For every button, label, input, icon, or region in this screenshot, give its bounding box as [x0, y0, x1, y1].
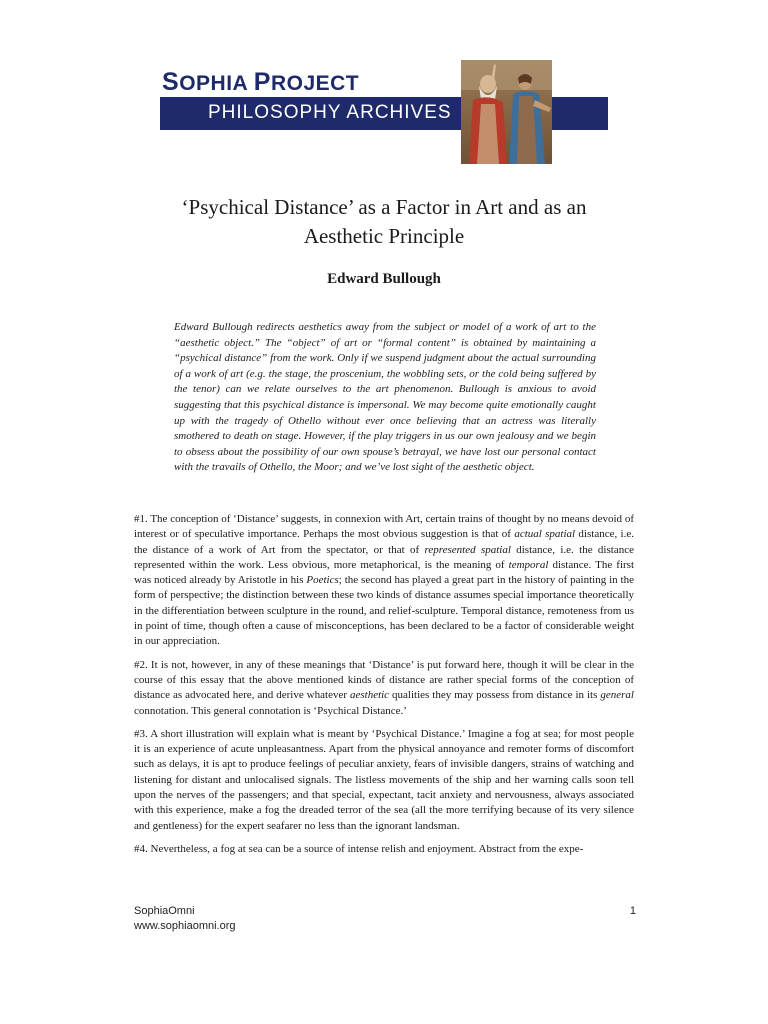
- paragraph-2-italic-1: aesthetic: [349, 689, 390, 702]
- paragraph-1-italic-1: actual spatial: [514, 528, 576, 541]
- paragraph-2-italic-2: general: [600, 689, 634, 702]
- sophia-project-logo: [162, 68, 359, 97]
- article-abstract: Edward Bullough redirects aesthetics away from the subject or model of a work of art to the “aesthetic object.” The “object” of art or “formal content” is obtained by maintaining a “psychical distance” from the work. Only if we suspend judgment about the actual surrounding of a work of art (e.g. the stage, the proscenium, the wobbling sets, or the cold being suffered by the tenor) can we relate ourselves to the art phenomenon. Bullough is anxious to avoid suggesting that this psychical distance is impersonal. We may become quite emotionally caught up with the tragedy of Othello without ever once believing that an actress was literally smothered to death on stage. However, if the play triggers in us our own jealousy and we begin to obsess about the possibility of our own spouse’s betrayal, we have lost our personal contact with the travails of Othello, the Moor; and we’ve lost sight of the aesthetic object.: [174, 321, 596, 474]
- paragraph-1-text-5: ; the second has played a great part in the history of painting in the form of perspective; the distinction between these two kinds of distance assumes special importance theoretically in the differentiation between sculpture in the round, and relief-sculpture. Temporal distance, remoteness from us in point of time, though often a cause of misconceptions, has been declared to be a factor of considerable weight in our appreciation.: [134, 574, 634, 648]
- article-body: [134, 512, 634, 857]
- logo-word-roject: ROJECT: [270, 72, 360, 95]
- logo-word-ophia: OPHIA: [179, 72, 248, 95]
- school-of-athens-painting-icon: [461, 60, 552, 164]
- article-title: [100, 193, 668, 251]
- footer-site-name: SophiaOmni: [134, 905, 195, 917]
- page-footer: [134, 904, 636, 934]
- paragraph-2-text-2: qualities they may possess from distance in its: [389, 689, 601, 702]
- paragraph-1-italic-4: Poetics: [306, 574, 339, 587]
- paragraph-1-text-2: distance, i.e. the distance of a work of Art from the spectator, or that of: [134, 528, 634, 556]
- paragraph-3: #3. A short illustration will explain what is meant by ‘Psychical Distance.’ Imagine a fog at sea; for most people it is an experience of acute unpleasantness. Apart from the physical annoyance and remoter forms of discomfort such as delays, it is apt to produce feelings of peculiar anxiety, fears of invisible dangers, strains of watching and listening for distant and unlocalised signals. The listless movements of the ship and her warning calls soon tell upon the nerves of the passengers; and that special, expectant, tacit anxiety and nervousness, always associated with this experience, make a fog the dreaded terror of the sea (all the more terrifying because of its very silence and gentleness) for the expert seafarer no less than the ignorant landsman.: [134, 727, 634, 832]
- article-title-line-1: ‘Psychical Distance’ as a Factor in Art and as an: [181, 195, 587, 219]
- logo-letter-p: P: [253, 68, 271, 96]
- article-author: Edward Bullough: [327, 271, 441, 287]
- paragraph-1-text-1: #1. The conception of ‘Distance’ suggests, in connexion with Art, certain trains of thought by no means devoid of interest or of speculative importance. Perhaps the most obvious suggestion is that of: [134, 513, 634, 541]
- paragraph-1-text-3: distance, i.e. the distance represented within the work. Less obvious, more metaphorical, is the meaning of: [134, 543, 634, 571]
- paragraph-4: #4. Nevertheless, a fog at sea can be a source of intense relish and enjoyment. Abstract from the expe-: [134, 842, 584, 855]
- paragraph-2-text-1: #2. It is not, however, in any of these meanings that ‘Distance’ is put forward here, though it will be clear in the course of this essay that the above mentioned kinds of distance are rather special forms of the conception of distance as advocated here, and derive whatever: [134, 658, 634, 702]
- paragraph-1-italic-3: temporal: [508, 558, 549, 571]
- paragraph-1-text-4: distance. The first was noticed already by Aristotle in his: [134, 558, 634, 587]
- article-title-line-2: Aesthetic Principle: [303, 224, 465, 248]
- philosophy-archives-label: PHILOSOPHY ARCHIVES: [208, 102, 452, 123]
- logo-letter-s: S: [162, 68, 180, 96]
- paragraph-2: [134, 658, 634, 719]
- page-number: 1: [629, 905, 636, 917]
- paragraph-2-text-3: connotation. This general connotation is ‘Psychical Distance.’: [134, 704, 407, 717]
- header-banner: [0, 0, 768, 170]
- paragraph-1-italic-2: represented spatial: [424, 543, 511, 556]
- paragraph-1: [134, 512, 634, 650]
- footer-url[interactable]: www.sophiaomni.org: [134, 920, 236, 932]
